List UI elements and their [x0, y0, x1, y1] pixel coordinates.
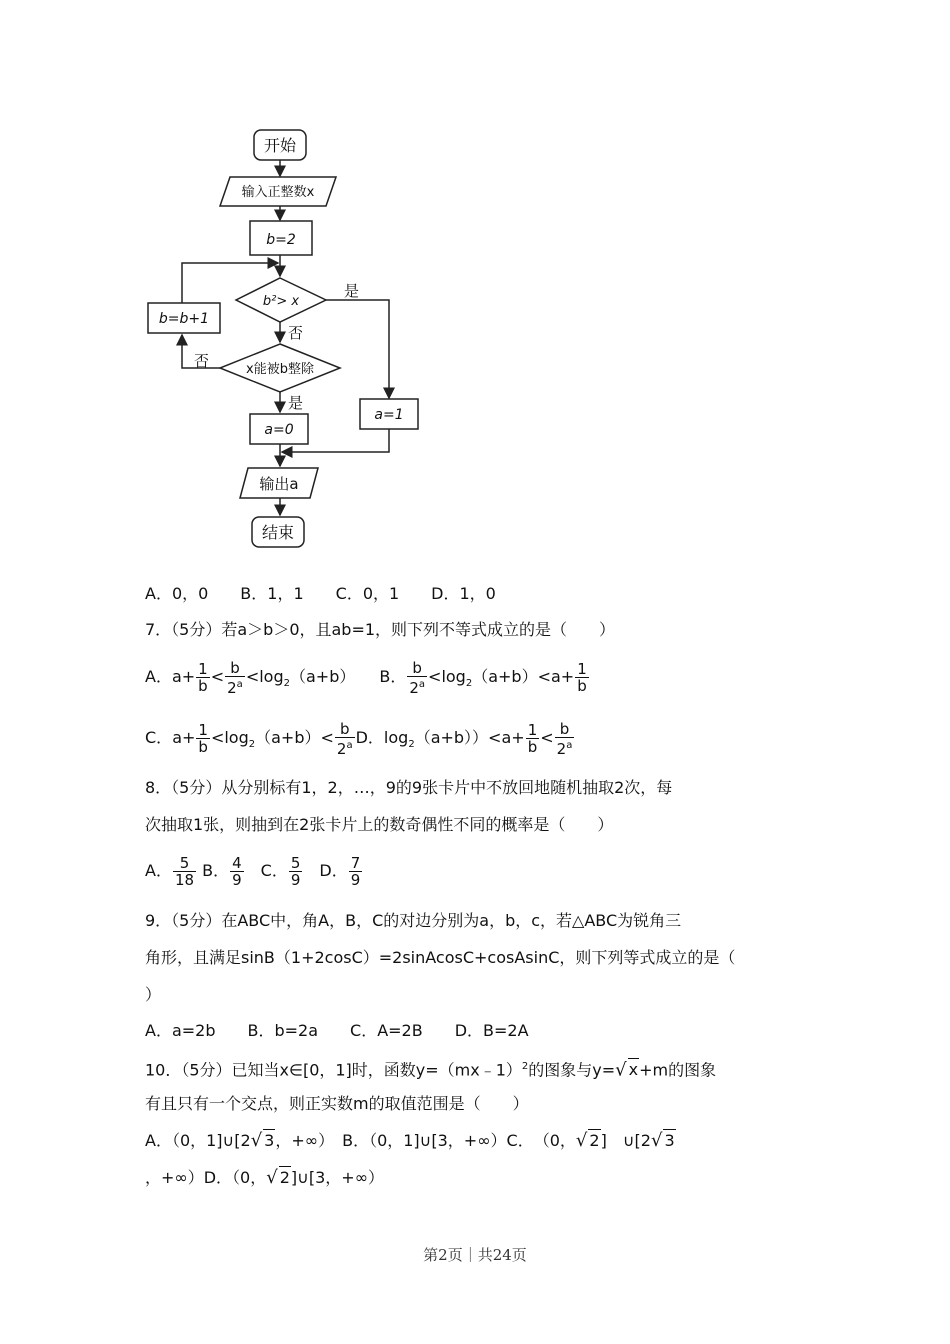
start-label: 开始: [263, 136, 297, 155]
q10-options-line1: A．（0，1]∪[2√ 3，+∞） B．（0，1]∪[3，+∞）C． （0，√ 2] ∪[2√ 3: [145, 1130, 675, 1151]
end-label: 结束: [261, 523, 295, 542]
q9-line2: 角形，且满足sinB（1+2cosC）=2sinAcosC+cosAsinC，则下列等式成立的是（: [145, 948, 736, 967]
flowchart: [130, 120, 450, 560]
q7-label-c: C．: [145, 728, 173, 747]
fraction: $\frac{1}{b}$: [198, 660, 208, 695]
fraction: $\frac{b}{2^a}$: [409, 658, 426, 697]
fraction: $\frac{1}{b}$: [527, 721, 538, 756]
q10-line2: 有且只有一个交点，则正实数m的取值范围是（ ）: [145, 1094, 529, 1113]
fraction: $\frac{1}{b}$: [198, 721, 208, 756]
q8-line2: 次抽取1张，则抽到在2张卡片上的数奇偶性不同的概率是（ ）: [145, 815, 614, 834]
fraction: $\frac{5}{9}$: [290, 854, 301, 889]
init-label: b=2: [266, 232, 296, 248]
fraction: $\frac{4}{9}$: [232, 854, 242, 889]
output-label: 输出a: [259, 475, 299, 493]
yes-label-1: 是: [344, 282, 360, 300]
q7-label-b: B．: [379, 667, 407, 686]
a1-label: a=1: [374, 407, 404, 423]
yes-label-2: 是: [288, 394, 304, 412]
q7-stem: 7．（5分）若a＞b＞0，且ab=1，则下列不等式成立的是（ ）: [145, 620, 616, 639]
q9-line1: 9．（5分）在ABC中，角A，B，C的对边分别为a，b，c，若△ABC为锐角三: [145, 911, 682, 930]
q10-options-line2: ，+∞）D．（0，√ 2]∪[3，+∞）: [145, 1167, 385, 1188]
condition-label: b²> x: [262, 294, 300, 309]
fraction: $\frac{b}{2^a}$: [336, 719, 353, 758]
q7-options-cd: C．a+ $\frac{1}{b}$ $<\log_2(a+b)<$ $\frac{b}{2^a}$ D．$\log_2(a+b))<a+$ $\frac{1}{b}$ < $\frac{b}{2^a}$: [145, 719, 573, 758]
fraction: $\frac{7}{9}$: [350, 854, 361, 889]
q10-line1: 10．（5分）已知当x∈[0，1]时，函数y=（mx﹣1）$^2$的图象与y=√ x+m的图象: [145, 1059, 717, 1081]
fraction: $\frac{5}{18}$: [174, 854, 195, 889]
fraction: $\frac{1}{b}$: [577, 660, 587, 695]
q7-options-ab: A．a+ $\frac{1}{b}$ < $\frac{b}{2^a}$ $<\log_2(a+b)$ B． $\frac{b}{2^a}$ $<\log_2(a+b)<a+$ $\frac{1}{b}$: [145, 658, 587, 697]
input-label: 输入正整数x: [241, 185, 315, 200]
q8-line1: 8．（5分）从分别标有1，2，…，9的9张卡片中不放回地随机抽取2次，每: [145, 778, 673, 797]
q6-options: A．0，0 B．1，1 C．0，1 D．1，0: [145, 584, 496, 603]
q9-line3: ）: [145, 985, 162, 1004]
divisible-label: x能被b整除: [246, 362, 314, 377]
page-footer: 第2页｜共24页: [423, 1246, 527, 1264]
q7-label-d: D．: [355, 728, 384, 747]
q7-label-a: A．: [145, 667, 172, 686]
q9-options: A．a=2b B．b=2a C．A=2B D．B=2A: [145, 1021, 529, 1040]
no-label-2: 否: [194, 352, 210, 370]
increment-label: b=b+1: [158, 311, 210, 327]
fraction: $\frac{b}{2^a}$: [227, 658, 243, 697]
fraction: $\frac{b}{2^a}$: [556, 719, 573, 758]
a0-label: a=0: [264, 422, 294, 438]
no-label-1: 否: [288, 324, 304, 342]
q8-options: A． $\frac{5}{18}$ B． $\frac{4}{9}$ C． $\frac{5}{9}$ D． $\frac{7}{9}$: [145, 854, 361, 889]
